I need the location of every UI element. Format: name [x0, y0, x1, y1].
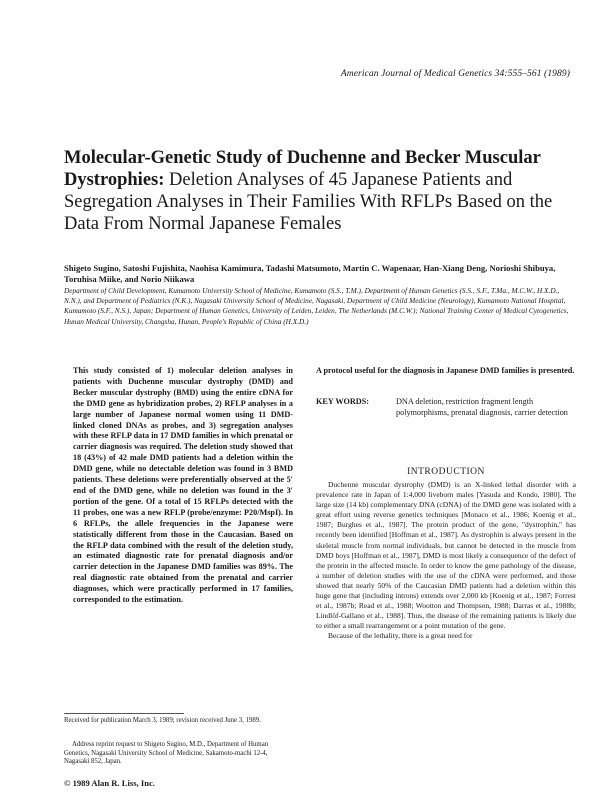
abstract: This study consisted of 1) molecular deletion analyses in patients with Duchenne muscular dystrophy (DMD) and Becker muscular dystrophy (BMD) using the entire cDNA for the DMD gene as hybridization probes, 2) RFLP analyses in a large number of Japanese normal women using 11 DMD-linked cloned DNAs as probes, and 3) segregation analyses with these RFLP data in 17 DMD families in which prenatal or carrier diagnosis was required. The deletion study showed that 18 (43%) of 42 male DMD patients had a deletion within the DMD gene, while no detectable deletion was found in 3 BMD patients. These deletions were preferentially observed at the 5′ end of the DMD gene, while no deletion was found in the 3′ portion of the gene. Of a total of 15 RFLPs detected with the 11 probes, one was a new RFLP (probe/enzyme: P20/MspI). In 6 RFLPs, the allele frequencies in the Japanese were statistically different from those in the Caucasian. Based on the RFLP data combined with the result of the deletion study, an estimated diagnostic rate for prenatal diagnosis and/or carrier detection in the Japanese DMD families was 89%. The real diagnostic rate obtained from the prenatal and carrier diagnoses, which were practically performed in 17 families, corresponded to the estimation.	[73, 366, 293, 605]
introduction-paragraph: Because of the lethality, there is a great need for	[328, 631, 473, 641]
article-title-bold: Molecular-Genetic Study of Duchenne and Becker Muscular Dystrophies:	[64, 148, 541, 190]
introduction-body	[316, 480, 576, 642]
introduction-paragraph: Duchenne muscular dystrophy (DMD) is an X-linked lethal disorder with a prevalence rate in Japan of 1:4,000 liveborn males [Yasuda and Kondo, 1980]. The large size (14 kb) complementary DNA (cDNA) of the DMD gene was isolated with a great effort using reverse genetics techniques [Monaco et al., 1986; Koenig et al., 1987; Burghes et al., 1987]. The protein product of the gene, "dystrophin," has recently been identified [Hoffman et al., 1987]. As dystrophin is always present in the skeletal muscle from normal individuals, but cannot be detected in the muscle from DMD boys [Hoffman et al., 1987], DMD is most likely a consequence of the defect of the protein in the affected muscle. In order to know the gene pathology of the disease, a number of deletion studies with the use of the cDNA were performed, and those showed that nearly 50% of the Caucasian DMD patients had a deletion within this huge gene that (including introns) extends over 2,000 kb [Koenig et al., 1987; Forrest et al., 1987b; Read et al., 1988; Wootton and Thompson, 1988; Darras et al., 1988b; Lindlöf-Gallano et al., 1988]. Thus, the disease of the remaining patients is likely due to either a small rearrangement or a point mutation of the gene.	[316, 480, 576, 631]
key-words-values: DNA deletion, restriction fragment length polymorphisms, prenatal diagnosis, carrier detection	[396, 397, 568, 417]
introduction-heading: INTRODUCTION	[407, 467, 485, 477]
key-words-label: KEY WORDS:	[316, 397, 369, 406]
copyright-notice: © 1989 Alan R. Liss, Inc.	[64, 778, 155, 788]
article-title-rest: Deletion Analyses of 45 Japanese Patients and Segregation Analyses in Their Families With RFLPs Based on the Data From Normal Japanese Females	[64, 170, 553, 234]
received-footnote: Received for publication March 3, 1989; revision received June 3, 1989.	[64, 717, 261, 724]
abstract-conclusion: A protocol useful for the diagnosis in Japanese DMD families is presented.	[316, 366, 575, 375]
author-list: Shigeto Sugino, Satoshi Fujishita, Naohisa Kamimura, Tadashi Matsumoto, Martin C. Wapenaar, Han-Xiang Deng, Norioshi Shibuya, Toruhisa Miike, and Norio Niikawa	[64, 263, 556, 284]
address-footnote: Address reprint request to Shigeto Sugino, M.D., Department of Human Genetics, Nagasaki University School of Medicine, Sakamoto-machi 12-4, Nagasaki 852, Japan.	[64, 741, 269, 766]
journal-header: American Journal of Medical Genetics 34:555–561 (1989)	[340, 69, 570, 79]
footnote-divider	[64, 713, 184, 714]
affiliations: Department of Child Development, Kumamoto University School of Medicine, Kumamoto (S.S., T.M.), Department of Human Genetics (S.S., S.F., T.Ma., M.C.W., H.X.D., N.N.), and Department of Pediatrics (N.K.), Nagasaki University School of Medicine, Nagasaki, Department of Child Medicine (Neurology), Kumamoto National Hospital, Kumamoto (S.F., N.S.), Japan; Department of Human Genetics, University of Leiden, Leiden, The Netherlands (M.C.W.); National Training Center of Medical Cytogenetics, Hunan Medical University, Changsha, Hunan, People's Republic of China (H.X.D.)	[64, 286, 569, 326]
article-title	[64, 147, 569, 235]
key-words	[316, 397, 576, 419]
